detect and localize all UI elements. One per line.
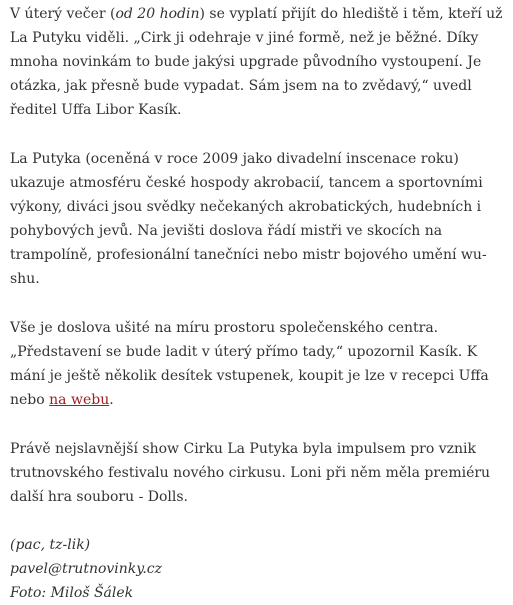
paragraph-3-text: Vše je doslova ušité na míru prostoru společenského centra. „Představení se bude ladit v úterý přímo tady,“ upozornil Kasík. K mání je ještě několik desítek vstupenek, koupit je lze v recepci Uffa nebo <box>10 320 489 408</box>
tickets-web-link[interactable]: na webu <box>49 392 110 408</box>
article-signature <box>10 533 505 605</box>
paragraph-1-start: V úterý večer ( <box>10 6 116 22</box>
paragraph-1-rest: ) se vyplatí přijít do hlediště i těm, kteří už La Putyku viděli. „Cirk ji odehraje v jiné formě, než je běžné. Díky mnoha novinkám to bude jakýsi upgrade původního vystoupení. Je otázka, jak přesně bude vypadat. Sám jsem na to zvědavý,“ uvedl ředitel Uffa Libor Kasík. <box>10 6 503 118</box>
signature-authors: (pac, tz-lik) <box>10 537 91 553</box>
signature-email: pavel@trutnovinky.cz <box>10 561 162 577</box>
paragraph-1 <box>10 2 505 122</box>
article-body <box>10 2 505 605</box>
paragraph-3-end: . <box>109 392 114 408</box>
signature-photo-credit: Foto: Miloš Šálek <box>10 585 134 601</box>
paragraph-3 <box>10 316 505 412</box>
paragraph-2: La Putyka (oceněná v roce 2009 jako divadelní inscenace roku) ukazuje atmosféru české hospody akrobacií, tancem a sportovními výkony, diváci jsou svědky nečekaných akrobatických, hudebních i pohybových jevů. Na jevišti doslova řádí mistři ve skocích na trampolíně, profesionální tanečníci nebo mistr bojového umění wu-shu. <box>10 151 487 287</box>
time-highlight: od 20 hodin <box>115 6 200 22</box>
paragraph-4: Právě nejslavnější show Cirku La Putyka byla impulsem pro vznik trutnovského festivalu nového cirkusu. Loni při něm měla premiéru další hra souboru - Dolls. <box>10 441 491 505</box>
